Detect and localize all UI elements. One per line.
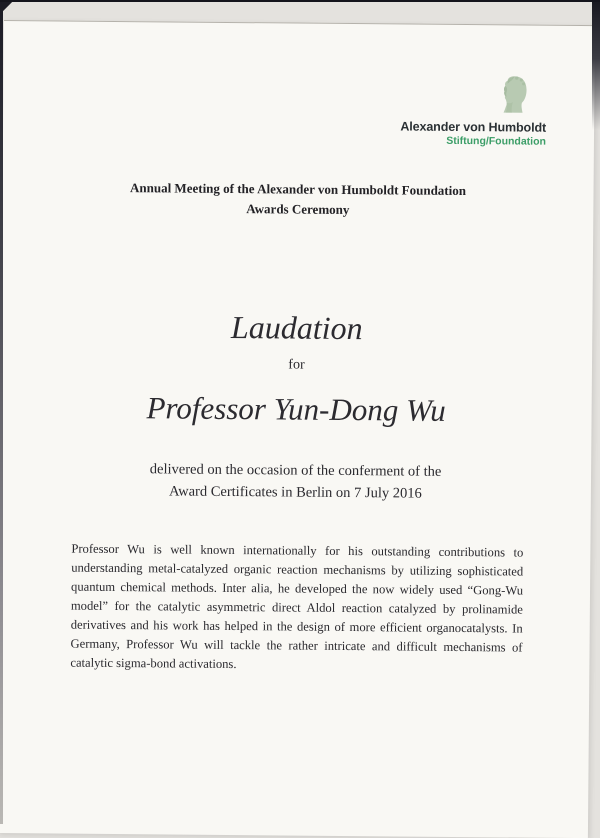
humboldt-bust-icon [501, 75, 530, 118]
laudation-document-page [0, 20, 595, 838]
logo-subtitle-text: Stiftung/Foundation [446, 134, 547, 148]
event-header [2, 177, 593, 222]
event-header-line2: Awards Ceremony [246, 201, 350, 218]
scanner-edge-top [0, 0, 600, 2]
occasion-line1: delivered on the occasion of the conferment of the [149, 461, 442, 480]
title-preposition: for [288, 357, 305, 373]
humboldt-foundation-logo [400, 74, 546, 147]
logo-name-text: Alexander von Humboldt [400, 119, 547, 135]
laudation-paragraph: Professor Wu is well known internationally for his outstanding contributions to understanding metal-catalyzed organic reaction mechanisms by utilizing sophisticated quantum chemical methods. Inter alia, he developed the now widely used “Gong-Wu model” for the catalytic asymmetric direct Aldol reaction catalyzed by prolinamide derivatives and his work has helped in the design of more efficient organocatalysts. In Germany, Professor Wu will tackle the rather intricate and difficult mechanisms of catalytic sigma-bond activations. [70, 541, 524, 672]
document-title: Laudation [230, 308, 363, 347]
honoree-name: Professor Yun-Dong Wu [146, 390, 446, 428]
event-header-line1: Annual Meeting of the Alexander von Humboldt Foundation [129, 180, 467, 199]
scanner-shadow-right [592, 0, 600, 130]
occasion-line2: Award Certificates in Berlin on 7 July 2016 [168, 482, 422, 502]
occasion-statement [0, 458, 591, 506]
scanner-edge-left [0, 0, 3, 824]
